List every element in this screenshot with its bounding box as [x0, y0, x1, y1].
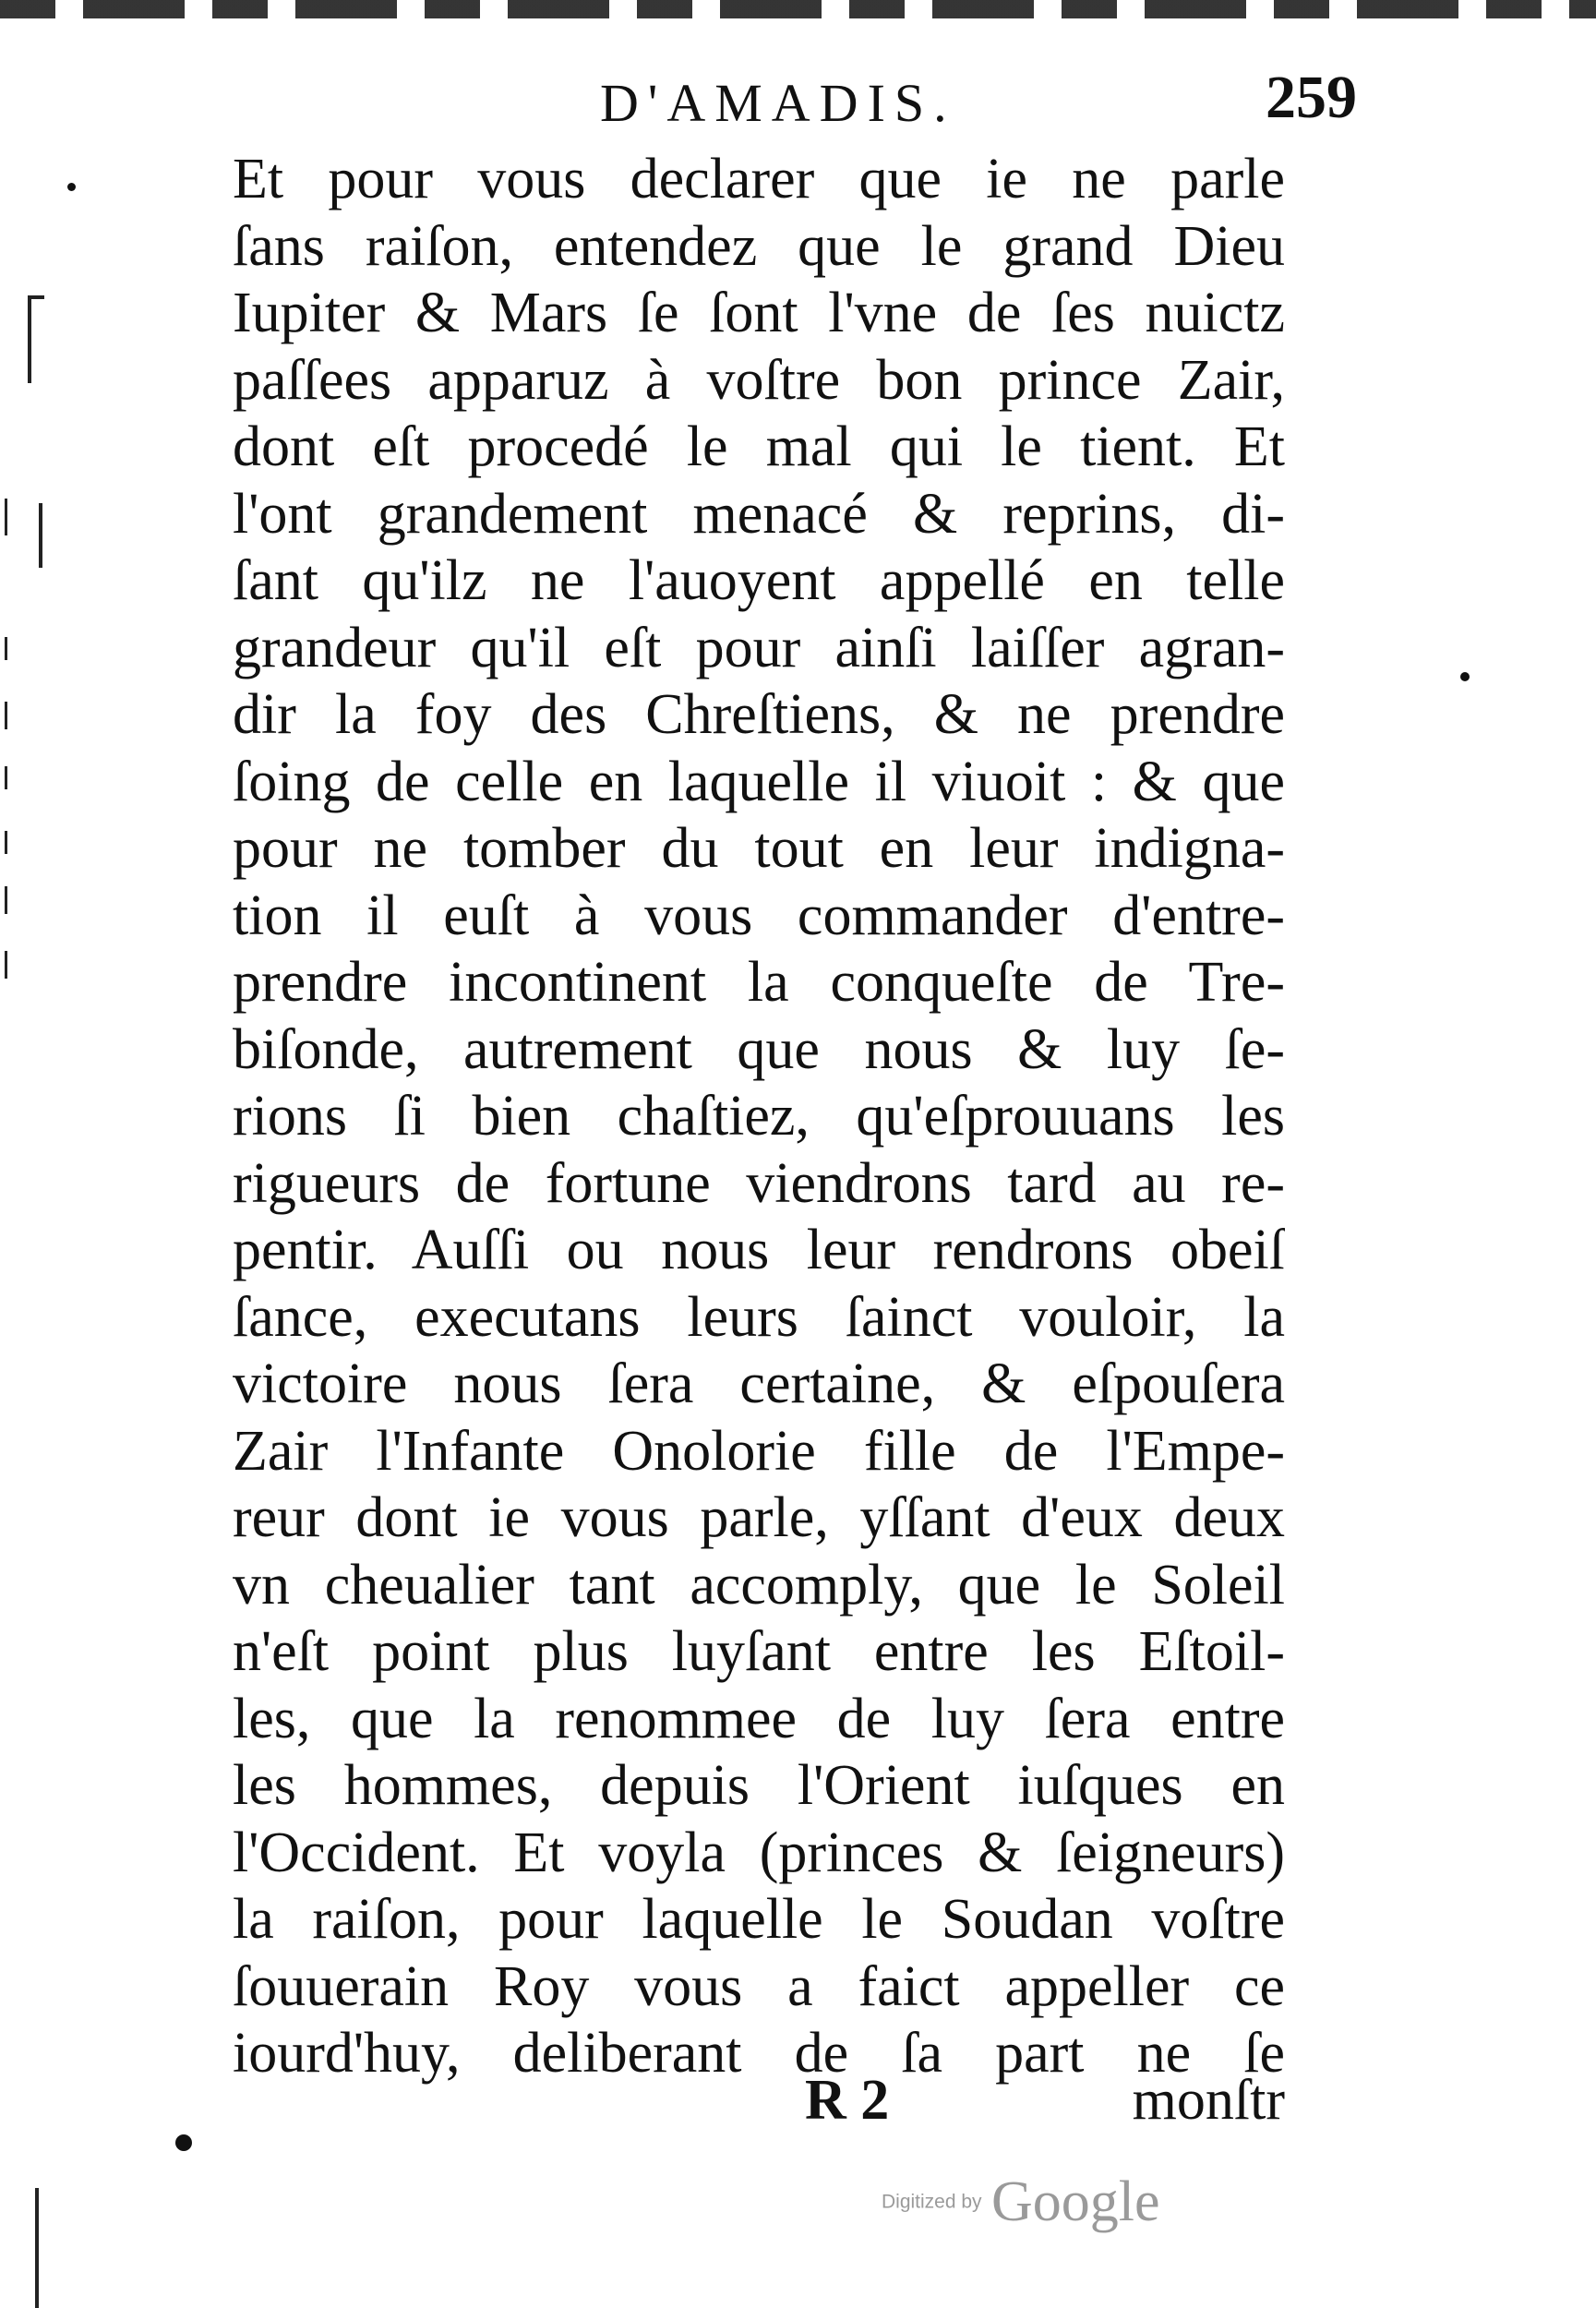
text-line: iourd'huy, deliberant de ſa part ne ſe — [233, 2022, 1285, 2085]
text-line: les, que la renommee de luy ſera entre — [233, 1687, 1285, 1750]
text-line: pentir. Auſſi ou nous leur rendrons obeiſ — [233, 1219, 1285, 1281]
ink-speck — [175, 2134, 192, 2151]
text-line: Zair l'Infante Onolorie fille de l'Empe- — [233, 1419, 1285, 1483]
text-line: rions ſi bien chaſtiez, qu'eſprouuans les — [233, 1085, 1285, 1148]
text-line: dont eſt procedé le mal qui le tient. Et — [233, 415, 1285, 478]
text-line: grandeur qu'il eſt pour ainſi laiſſer agran- — [233, 616, 1285, 679]
margin-tick-mark — [5, 702, 7, 729]
page-top-edge — [0, 0, 1596, 18]
margin-tick-mark — [5, 766, 7, 789]
text-line: les hommes, depuis l'Orient iuſques en — [233, 1754, 1285, 1817]
text-line: pour ne tomber du tout en leur indigna- — [233, 817, 1285, 880]
google-watermark — [882, 2170, 1160, 2235]
text-line: l'Occident. Et voyla (princes & ſeigneurs) — [233, 1821, 1285, 1884]
text-line: ſoing de celle en laquelle il viuoit : & que — [233, 750, 1285, 813]
text-line: ſant qu'ilz ne l'auoyent appellé en telle — [233, 549, 1285, 612]
text-line: victoire nous ſera certaine, & eſpouſera — [233, 1352, 1285, 1415]
text-line: prendre incontinent la conqueſte de Tre- — [233, 951, 1285, 1014]
margin-bracket-mark — [39, 503, 42, 568]
text-line: n'eſt point plus luyſant entre les Eſtoil- — [233, 1620, 1285, 1683]
text-line: tion il euſt à vous commander d'entre- — [233, 884, 1285, 947]
margin-tick-mark — [5, 637, 7, 660]
text-line: ſans raiſon, entendez que le grand Dieu — [233, 214, 1285, 278]
running-head: D'AMADIS. — [600, 73, 956, 133]
watermark-prefix: Digitized by — [882, 2191, 982, 2213]
signature-mark: R 2 — [805, 2069, 890, 2132]
margin-tick-mark — [5, 499, 7, 535]
margin-bracket-mark — [28, 295, 44, 299]
page-number: 259 — [1266, 64, 1357, 131]
google-logo: Google — [991, 2170, 1160, 2233]
page-footer — [233, 2068, 1285, 2142]
text-line: ſouuerain Roy vous a faict appeller ce — [233, 1954, 1285, 2018]
text-line: rigueurs de fortune viendrons tard au re- — [233, 1151, 1285, 1215]
body-text — [233, 146, 1285, 2087]
text-line: vn cheualier tant accomply, que le Soleil — [233, 1553, 1285, 1617]
margin-bracket-mark — [35, 2188, 39, 2308]
margin-tick-mark — [5, 831, 7, 854]
page-header — [231, 55, 1357, 138]
margin-bracket-mark — [28, 295, 31, 383]
text-line: la raiſon, pour laquelle le Soudan voſtre — [233, 1888, 1285, 1951]
text-line: dir la foy des Chreſtiens, & ne prendre — [233, 683, 1285, 746]
catchword: monſtr — [1132, 2069, 1285, 2132]
margin-tick-mark — [5, 886, 7, 914]
ink-speck — [1460, 672, 1470, 681]
text-line: reur dont ie vous parle, yſſant d'eux deux — [233, 1486, 1285, 1549]
text-line: Et pour vous declarer que ie ne parle — [233, 148, 1285, 210]
text-line: biſonde, autrement que nous & luy ſe- — [233, 1017, 1285, 1081]
text-line: Iupiter & Mars ſe ſont l'vne de ſes nuictz — [233, 282, 1285, 344]
ink-speck — [67, 183, 76, 191]
text-line: ſance, executans leurs ſainct vouloir, la — [233, 1285, 1285, 1349]
margin-tick-mark — [5, 951, 7, 979]
text-line: l'ont grandement menacé & reprins, di- — [233, 482, 1285, 546]
text-line: paſſees apparuz à voſtre bon prince Zair, — [233, 348, 1285, 412]
